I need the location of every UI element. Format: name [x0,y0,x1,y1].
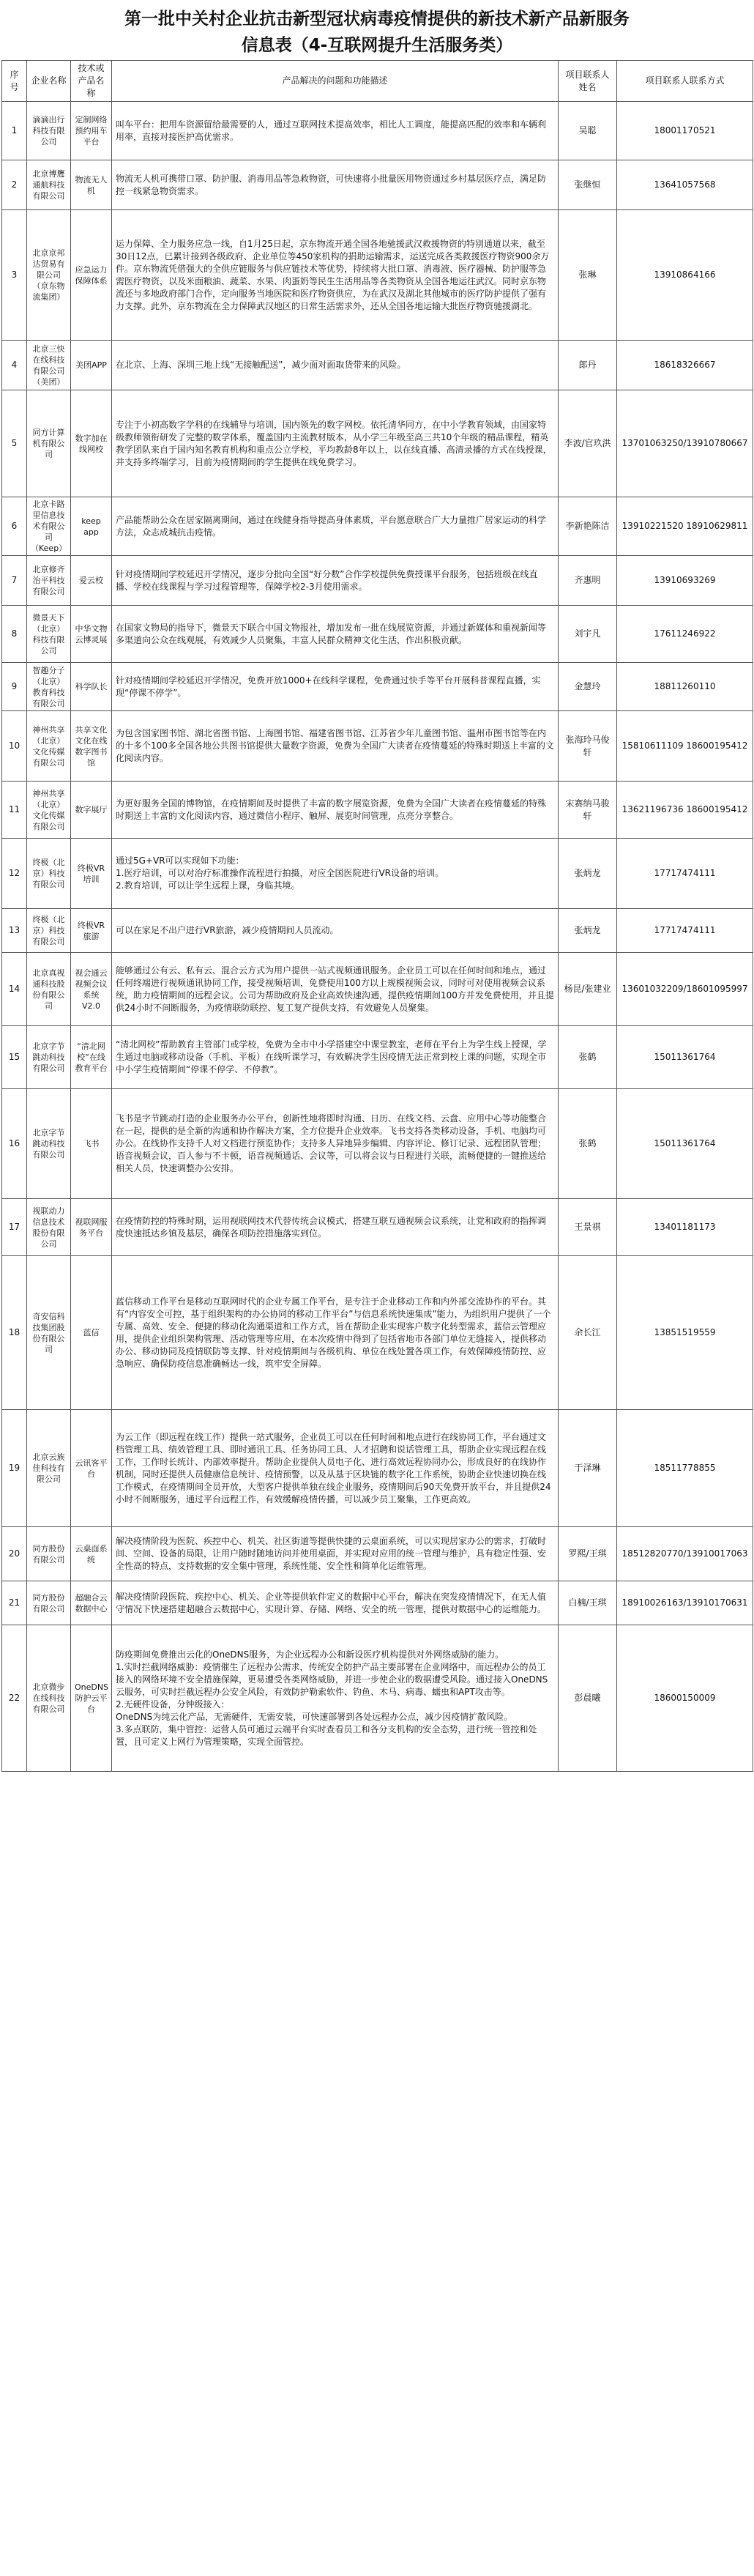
row-number [2,497,27,556]
contact-phone-text: 15810611109 18600195412 [622,740,748,751]
row-number [2,1199,27,1256]
table-row [2,953,753,1026]
company-name-text: 北京微步在线科技有限公司 [32,1682,65,1714]
contact-phone-text: 13910864166 [654,270,716,280]
row-number-text: 8 [11,628,18,639]
product-name-text: 终极VR旅游 [77,920,105,941]
contact-name-text: 宋赛纳马骏轩 [565,798,610,821]
product-name-text: 美团APP [75,360,107,370]
row-number-text: 13 [8,925,20,935]
contact-name-text: 张海玲马俊轩 [565,734,610,757]
company-name-text: 终极（北京）科技有限公司 [32,915,65,946]
contact-phone-text: 18811260110 [654,681,716,691]
product-name [71,210,112,341]
company-name [27,556,71,606]
product-description-text: 能够通过公有云、私有云、混合云方式为用户提供一站式视频通讯服务。企业员工可以在任何时间和地点，通过任何终端进行视频通讯协同工作，接受视频培训，免费使用100方以上规模视频会议，同时可对使用视频会议系统，助力疫情期间的远程会议。公司为帮助政府及企业高效快速沟通，提供疫情期间100方并发免费使用，并且提供24小时不间断服务，为疫情联防联控、复工复产提供支持，有效避免人员聚集。 [116,965,554,1013]
title-line-2: 信息表（4-互联网提升生活服务类） [241,36,513,55]
contact-name-text: 白楠/王琪 [568,1597,607,1608]
company-name [27,1026,71,1089]
contact-name-text: 金慧玲 [574,681,601,691]
product-description [112,839,559,909]
contact-phone [617,1581,753,1625]
contact-phone [617,782,753,839]
row-number [2,341,27,390]
company-name [27,102,71,160]
row-number-text: 19 [8,1463,20,1473]
company-name [27,210,71,341]
row-number-text: 9 [11,681,18,691]
row-number-text: 3 [11,270,18,280]
product-name-text: 蓝信 [83,1328,100,1337]
contact-name [559,1026,617,1089]
company-name [27,839,71,909]
company-name [27,711,71,782]
product-name [71,663,112,711]
product-description-text: 产品能帮助公众在居家隔离期间，通过在线健身指导提高身体素质，平台愿意联合广大力量推广居家运动的科学方法，众志成城抗击疫情。 [116,514,547,538]
table-row [2,1199,753,1256]
product-name-text: OneDNS防护云平台 [75,1682,109,1714]
contact-phone [617,210,753,341]
table-row [2,210,753,341]
row-number-text: 7 [11,575,18,585]
company-name-text: 滴滴出行科技有限公司 [32,115,65,146]
company-name-text: 北京字节跳动科技有限公司 [32,1128,65,1159]
row-number [2,782,27,839]
row-number-text: 4 [11,360,18,370]
contact-name-text: 彭晨曦 [574,1693,601,1703]
product-name [71,1256,112,1410]
contact-name-text: 王景祺 [574,1222,601,1232]
company-name [27,390,71,497]
company-name-text: 视联动力信息技术股份有限公司 [32,1206,65,1249]
contact-name [559,497,617,556]
row-number-text: 20 [8,1548,20,1559]
company-name [27,341,71,390]
product-name-text: 数字加在线网校 [75,433,108,454]
product-name [71,1625,112,1772]
product-name-text: 飞书 [83,1139,100,1148]
row-number [2,1026,27,1089]
product-name-text: 共享文化文化在线数字图书馆 [75,724,108,768]
contact-phone-text: 18910026163/13910170631 [622,1597,748,1608]
header-phone: 项目联系人联系方式 [617,61,753,102]
row-number-text: 1 [11,125,18,136]
product-description-text: 蓝信移动工作平台是移动互联网时代的企业专属工作平台，是专注于企业移动工作和内外部交流协作的平台。其有“内容安全可控，基于组织架构的办公协同的移动工作平台”与信息系统快速集成”能力，为组织用户提供了一个专属、高效、安全、便捷的移动化沟通渠道和工作方式，旨在帮助企业实现客户数字化转型需求，蓝信云管理应用，提供企业组织架构管理、活动管理等应用，在本次疫情中得到了包括省地市各部门单位无缝接入，提供移动办公、移动协同及疫情联防等支撑、针对疫情期间与各级机构、单位在线处置各项工作，有效保障疫情防控、应急响应、确保防疫信息准确畅达一线，筑牢安全屏障。 [116,1296,551,1369]
product-name [71,341,112,390]
title-line-1: 第一批中关村企业抗击新型冠状病毒疫情提供的新技术新产品新服务 [124,10,630,29]
product-name-text: 视会通云视频会议系统V2.0 [75,968,108,1011]
product-description [112,953,559,1026]
contact-name [559,1527,617,1581]
product-name-text: 应急运力保障体系 [75,264,108,286]
company-name [27,663,71,711]
contact-phone [617,1256,753,1410]
company-name [27,1581,71,1625]
contact-phone [617,1026,753,1089]
table-row [2,497,753,556]
row-number-text: 6 [11,521,18,531]
contact-phone [617,1410,753,1527]
contact-name [559,1199,617,1256]
contact-name-text: 张鹤 [578,1052,597,1062]
product-description [112,1410,559,1527]
product-name [71,909,112,953]
contact-phone [617,341,753,390]
product-description [112,497,559,556]
row-number-text: 5 [11,438,18,448]
row-number-text: 17 [8,1222,20,1232]
header-product: 技术或产品名称 [71,61,112,102]
contact-name [559,1581,617,1625]
product-description-text: 针对疫情期间学校延迟开学情况，逐步分批向全国“好分数”合作学校提供免费授课平台服务，包括班级在线直播、学校在线课程与学习过程管理等，保障学校2-3月使用需求。 [116,568,538,592]
table-row [2,782,753,839]
product-name-text: 定制网络预约用车平台 [75,115,108,146]
company-name-text: 同方计算机有限公司 [32,428,65,459]
company-name-text: 同方股份有限公司 [32,1592,65,1614]
contact-name [559,839,617,909]
product-description [112,160,559,210]
product-description-text: 在国家文物局的指导下，微景天下联合中国文物报社，增加发布一批在线展览资源，并通过新媒体和重视新闻等多渠道向公众在线观展，有效减少人员聚集，丰富人民群众精神文化生活，作出积极贡献。 [116,622,547,645]
company-name-text: 北京三快在线科技有限公司（美团） [32,344,65,387]
product-name-text: keep app [81,516,104,537]
company-name-text: 北京京邦达贸易有限公司（京东物流集团） [32,248,65,302]
contact-name-text: 罗熙/王琪 [568,1548,607,1559]
header-description: 产品解决的问题和功能描述 [112,61,559,102]
product-description [112,663,559,711]
table-row [2,606,753,663]
product-description [112,1089,559,1199]
product-name [71,839,112,909]
contact-name-text: 李波/官玖洪 [564,438,611,448]
contact-phone-text: 18618326667 [654,360,716,370]
contact-phone [617,160,753,210]
contact-name-text: 张炳龙 [574,868,601,878]
product-description [112,1581,559,1625]
product-description-text: 在疫情防控的特殊时期，运用视联网技术代替传统会议模式，搭建互联互通视频会议系统，让党和政府的指挥调度快速抵达乡镇及基层，确保各项防控措施落实到位。 [116,1215,547,1239]
row-number [2,1256,27,1410]
table-row [2,663,753,711]
product-description-text: 运力保障、全力服务应急一线，自1月25日起，京东物流开通全国各地驰援武汉救援物资的特别通道以来，截至30日12点，已累计接到各级政府、企业单位等450家机构的捐助运输需求，运送完成各类救援医疗物资900余万件。京东物流凭借强大的全供应链服务与供应链技术等优势，持续将大批口罩、消毒液、医疗器械、防护服等急需医疗物资，以及米面粮油、蔬菜、水果、肉蛋奶等民生生活用品等各类物资从全国各地运往武汉。同时京东物流还与多地政府部门合作，定向服务当地医院和医疗物资供应，为在武汉及湖北其他城市的医疗防护提供了强有力支撑。此外，京东物流在全力保障武汉地区的日常生活需求外，还从全国各地运输大批医疗物资驰援湖北。 [116,238,550,311]
product-name [71,606,112,663]
product-name [71,102,112,160]
table-row [2,556,753,606]
product-name-text: 云讯客平台 [75,1458,108,1479]
contact-name [559,711,617,782]
product-name [71,782,112,839]
table-row [2,839,753,909]
product-description-text: 防疫期间免费推出云化的OneDNS服务，为企业远程办公和新设医疗机构提供对外网络威胁的能力。 1.实时拦截网络威胁：疫情催生了远程办公需求，传统安全防护产品主要部署在企业网络中，而远程办公的员工接入的网络环境不安全措施保障，更易遭受各类网络威胁，并进一步使企业的数据遭受风险。通过接入OneDNS云服务，可实时拦截远程办公安全风险，有效防护勒索软件、钓鱼、木马、病毒、蠕虫和APT攻击等。 2.无硬件设备，分钟级接入： OneDNS为纯云化产品，无需硬件，无需安装，可快速部署到各处远程办公点，减少因疫情扩散风险。 3.多点联防，集中管控：运营人员可通过云端平台实时查看员工和各分支机构的安全态势，进行统一管控和处置，且可定义上网行为管理策略，实现全面管控。 [116,1649,548,1747]
product-description-text: 为更好服务全国的博物馆，在疫情期间及时提供了丰富的数字展览资源，免费为全国广大读者在疫情蔓延的特殊时期送上丰富的文化阅读内容，通过微信小程序、触屏、展览时间管理，点亮分享整合。 [116,798,547,821]
contact-phone-text: 18600150009 [654,1693,716,1703]
contact-phone-text: 13601032209/18601095997 [622,984,748,994]
company-name [27,1256,71,1410]
contact-phone [617,1199,753,1256]
row-number-text: 11 [8,804,20,814]
contact-name [559,160,617,210]
row-number [2,663,27,711]
row-number-text: 10 [8,740,20,751]
table-row [2,1410,753,1527]
table-row [2,1581,753,1625]
row-number [2,390,27,497]
row-number-text: 12 [8,868,20,878]
product-name-text: 超融合云数据中心 [75,1592,108,1614]
contact-phone-text: 13641057568 [654,179,716,190]
contact-name-text: 李新艳陈洁 [565,521,610,531]
row-number [2,1527,27,1581]
info-table [1,60,753,1772]
table-row [2,1089,753,1199]
row-number [2,210,27,341]
contact-name [559,1256,617,1410]
company-name-text: 北京真视通科技股份有限公司 [32,968,65,1011]
product-description-text: 解决疫情阶段为医院、疾控中心、机关、社区街道等提供快捷的云桌面系统，可以实现居家办公的需求，打破时间、空间、设备的局限，让用户随时随地访问并使用桌面，并实现对应用的统一管理与维护，具有稳定性强、安全性高的特点，支持数据的安全集中管理，系统性能、安全性和简单化运维管理。 [116,1536,547,1571]
company-name [27,782,71,839]
table-row [2,909,753,953]
table-row [2,160,753,210]
contact-name-text: 余长江 [574,1327,601,1337]
product-description [112,390,559,497]
product-description [112,1625,559,1772]
product-name [71,1527,112,1581]
document-title [0,0,754,60]
company-name-text: 北京博鹰通航科技有限公司 [32,169,65,201]
company-name-text: 终极（北京）科技有限公司 [32,858,65,889]
row-number [2,1410,27,1527]
product-description-text: 叫车平台：把用车资源留给最需要的人，通过互联网技术提高效率，相比人工调度，能提高匹配的效率和车辆利用率，直接对接医护高优需求。 [116,119,547,142]
company-name [27,1625,71,1772]
product-name [71,556,112,606]
table-row [2,390,753,497]
product-name [71,1199,112,1256]
product-name [71,1581,112,1625]
product-description-text: 物流无人机可携带口罩、防护服、消毒用品等急救物资，可快速将小批量医用物资通过乡村基层医疗点，满足防控一线紧急物资需求。 [116,173,547,196]
product-name-text: 爱云校 [79,576,103,585]
product-description [112,1527,559,1581]
header-contact: 项目联系人姓名 [559,61,617,102]
product-name-text: “清北网校”在线教育平台 [75,1042,108,1073]
product-description [112,210,559,341]
company-name [27,1199,71,1256]
contact-name [559,341,617,390]
contact-phone [617,1527,753,1581]
product-name [71,1410,112,1527]
contact-name [559,1625,617,1772]
product-name-text: 终极VR培训 [77,863,105,884]
table-row [2,1026,753,1089]
product-description-text: 专注于小初高数字学科的在线辅导与培训，国内领先的数字网校。依托清华同方，在中小学教育领域，由国家特级教师领衔研发了完整的数学体系，覆盖国内主流教材版本，从小学三年级至高三共10个年级的精品课程，精英教学团队来自于国内知名教育机构和重点公立学校，平均教龄8年以上，以在线直播、高清录播的方式在线授课，并支持多终端学习，目前为疫情期间的学生提供在线免费学习。 [116,419,552,467]
product-description-text: 在北京、上海、深圳三地上线“无接触配送”，减少面对面取货带来的风险。 [116,360,406,370]
contact-phone [617,390,753,497]
row-number-text: 2 [11,179,18,190]
company-name [27,160,71,210]
company-name [27,953,71,1026]
contact-phone-text: 15011361764 [654,1052,716,1062]
contact-name [559,606,617,663]
row-number-text: 22 [8,1693,20,1703]
contact-name [559,390,617,497]
contact-phone-text: 18001170521 [654,125,716,136]
contact-phone [617,953,753,1026]
product-description [112,1026,559,1089]
contact-name [559,556,617,606]
contact-name-text: 齐惠明 [574,575,601,585]
product-description-text: 飞书是字节跳动打造的企业服务办公平台，创新性地将即时沟通、日历、在线文档、云盘、应用中心等功能整合在一起，提供的是全新的沟通和协作解决方案，全方位提升企业效率。飞书支持各类移动设备，手机、电脑均可办公。在线协作支持千人对文档进行预览协作；支持多人异地异步编辑、内容评论、修订记录、远程团队管理；语音视频会议，百人参与不卡顿，语音视频通话、会议等，可以将会议与日程进行关联，流畅便捷的一键推送给相关人员，快速调整办公安排。 [116,1113,547,1173]
contact-name-text: 于泽琳 [574,1463,601,1473]
table-row [2,1625,753,1772]
header-company: 企业名称 [27,61,71,102]
row-number [2,556,27,606]
product-name-text: 中华文物云博灵展 [75,623,108,645]
product-description [112,1199,559,1256]
contact-name-text: 杨昆/张建业 [564,984,611,994]
contact-name-text: 张鹤 [578,1138,597,1148]
contact-name-text: 张继恒 [574,179,601,190]
product-description [112,341,559,390]
row-number [2,1581,27,1625]
contact-name [559,909,617,953]
company-name-text: 智趣分子（北京）教育科技有限公司 [32,665,65,708]
company-name-text: 神州共享（北京）文化传媒有限公司 [32,724,65,768]
product-description-text: 为云工作（即远程在线工作）提供一站式服务，企业员工可以在任何时间和地点进行在线协同工作，平台通过文档管理工具、绩效管理工具、即时通讯工具、任务协同工具、人才招聘和说话管理工具，帮助企业实现远程在线工作，工作时长统计、内部效率提升。帮助企业提供人员电子化、进行高效远程协同办公，形成良好的在线协作机制，同时还提供人员健康信息统计、疫情预警，以及从基于区块链的数字化工作系统，协助企业快速切换在线工作模式，在疫情期间全员开放，大型客户提供单独在线企业服务，疫情期间后90天免费开放平台，并且提供24小时不间断服务，通过平台远程工作，有效缓解疫情传播，可以减少员工聚集，工作更高效。 [116,1431,551,1504]
contact-phone [617,556,753,606]
company-name-text: 同方股份有限公司 [32,1543,65,1564]
contact-name [559,210,617,341]
product-description [112,556,559,606]
product-name-text: 视联网服务平台 [75,1217,108,1238]
contact-phone-text: 13621196736 18600195412 [622,804,748,814]
product-name [71,160,112,210]
company-name-text: 北京修齐治平科技有限公司 [32,565,65,596]
product-description-text: 为包含国家图书馆、湖北省图书馆、上海图书馆、福建省图书馆、江苏省少年儿童图书馆、温州市图书馆等在内的十多个100多全国各地公共图书馆提供大量数字资源，免费为全国广大读者在疫情蔓延的特殊时期送上丰富的文化阅读内容。 [116,728,554,763]
row-number-text: 18 [8,1327,20,1337]
contact-name-text: 张炳龙 [574,925,601,935]
contact-phone-text: 13910693269 [654,575,716,585]
company-name-text: 微景天下（北京）科技有限公司 [32,612,65,656]
product-description [112,102,559,160]
row-number [2,953,27,1026]
company-name [27,497,71,556]
product-name-text: 云桌面系统 [75,1543,108,1564]
product-name [71,711,112,782]
contact-phone-text: 18512820770/13910017063 [622,1548,748,1559]
contact-phone-text: 13910221520 18910629811 [622,521,748,531]
company-name [27,1410,71,1527]
contact-phone-text: 13701063250/13910780667 [622,438,748,448]
contact-name-text: 刘宇凡 [574,628,601,639]
company-name-text: 神州共享（北京）文化传媒有限公司 [32,788,65,831]
product-description [112,1256,559,1410]
contact-name [559,782,617,839]
product-name-text: 数字展厅 [75,805,108,814]
table-body [2,102,753,1772]
contact-name [559,953,617,1026]
product-name [71,1089,112,1199]
product-description [112,909,559,953]
product-description [112,782,559,839]
contact-phone [617,606,753,663]
row-number-text: 14 [8,984,20,994]
company-name [27,606,71,663]
product-name-text: 物流无人机 [75,174,108,196]
product-description [112,711,559,782]
table-row [2,711,753,782]
contact-phone-text: 17611246922 [654,628,716,639]
header-no: 序号 [2,61,27,102]
contact-phone-text: 17717474111 [654,868,716,878]
product-description [112,606,559,663]
row-number [2,711,27,782]
table-header-row [2,61,753,102]
contact-phone-text: 18511778855 [654,1463,716,1473]
row-number-text: 21 [8,1597,20,1608]
company-name-text: 北京字节跳动科技有限公司 [32,1042,65,1073]
row-number [2,909,27,953]
row-number-text: 15 [8,1052,20,1062]
contact-phone [617,1089,753,1199]
row-number [2,102,27,160]
product-description-text: 针对疫情期间学校延迟开学情况，免费开放1000+在线科学课程，免费通过快手等平台开展科普课程直播，实现“停课不停学”。 [116,675,541,698]
contact-phone-text: 13401181173 [654,1222,716,1232]
product-name [71,497,112,556]
product-name [71,390,112,497]
product-description-text: 通过5G+VR可以实现如下功能： 1.医疗培训，可以对治疗标准操作流程进行拍摄，对应全国医院进行VR设备的培训。 2.教育培训，可以让学生远程上课，身临其境。 [116,855,444,891]
product-name [71,953,112,1026]
contact-phone [617,1625,753,1772]
contact-name-text: 张琳 [578,270,597,280]
product-name [71,1026,112,1089]
table-row [2,1256,753,1410]
contact-name [559,1410,617,1527]
contact-phone-text: 15011361764 [654,1138,716,1148]
company-name-text: 北京云族佳科技有限公司 [32,1452,65,1484]
table-row [2,102,753,160]
contact-phone-text: 13851519559 [654,1327,716,1337]
row-number [2,160,27,210]
row-number [2,1625,27,1772]
row-number [2,1089,27,1199]
contact-name [559,663,617,711]
contact-phone [617,663,753,711]
contact-phone [617,909,753,953]
row-number [2,606,27,663]
contact-phone-text: 17717474111 [654,925,716,935]
contact-name [559,102,617,160]
product-description-text: “清北网校”帮助教育主管部门或学校，免费为全市中小学搭建空中课堂教室，老师在平台上为学生线上授课，学生通过电脑或移动设备（手机、平板）在线听课学习，有效解决学生因疫情无法正常到校上课的问题，实现全市中小学生疫情期间“停课不停学、不停教”。 [116,1039,547,1074]
company-name [27,1089,71,1199]
contact-name-text: 郎丹 [578,360,597,370]
row-number [2,839,27,909]
contact-name [559,1089,617,1199]
row-number-text: 16 [8,1138,20,1148]
company-name [27,1527,71,1581]
product-description-text: 可以在家足不出户进行VR旅游，减少疫情期间人员流动。 [116,925,339,935]
contact-phone [617,839,753,909]
contact-phone [617,711,753,782]
contact-name-text: 吴聪 [578,125,597,136]
company-name [27,909,71,953]
contact-phone [617,497,753,556]
table-row [2,341,753,390]
company-name-text: 北京卡路里信息技术有限公司（Keep） [31,500,67,553]
product-description-text: 解决疫情阶段医院、疾控中心、机关、企业等提供软件定义的数据中心平台，解决在突发疫情情况下，在无人值守情况下快速搭建超融合云数据中心，实现计算、存储、网络、安全的统一管理，提供对数据中心的运维能力。 [116,1591,547,1614]
table-row [2,1527,753,1581]
contact-phone [617,102,753,160]
product-name-text: 科学队长 [75,682,108,691]
company-name-text: 奇安信科技集团股份有限公司 [32,1311,65,1354]
